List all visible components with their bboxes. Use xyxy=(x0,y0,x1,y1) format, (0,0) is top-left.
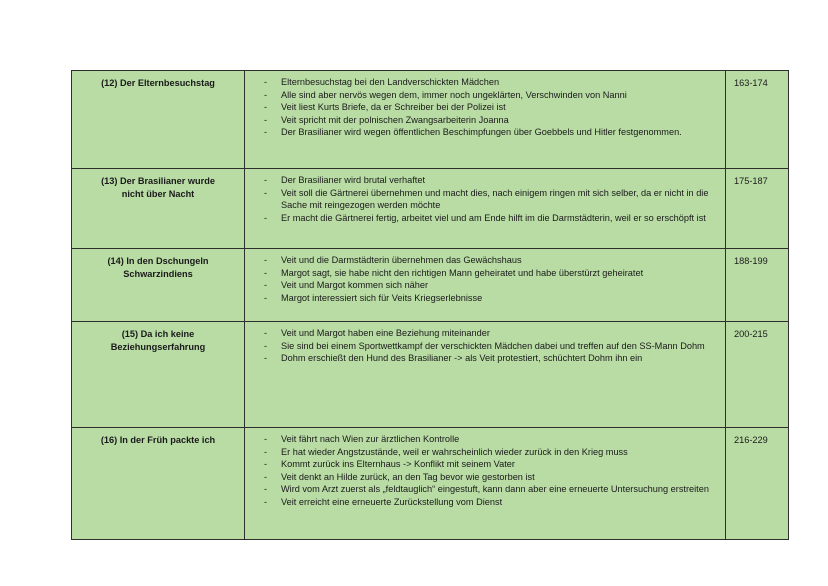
list-item-text: Veit denkt an Hilde zurück, an den Tag bevor wie gestorben ist xyxy=(281,471,535,482)
list-item-text: Veit liest Kurts Briefe, da er Schreiber bei der Polizei ist xyxy=(281,102,506,113)
list-item-text: Er macht die Gärtnerei fertig, arbeitet viel und am Ende hilft im die Darmstädterin, weil er so erschöpft ist xyxy=(281,212,706,223)
bullet-dash: - xyxy=(264,496,268,507)
list-item xyxy=(245,174,719,187)
page-range-cell xyxy=(726,249,789,322)
list-item xyxy=(245,89,719,102)
summary-list xyxy=(245,174,719,224)
chapter-title-cell xyxy=(72,71,245,169)
chapter-title-line: (15) Da ich keine xyxy=(121,329,195,339)
bullet-dash: - xyxy=(264,434,268,444)
chapter-title-cell xyxy=(72,322,245,428)
summary-list xyxy=(245,433,719,509)
bullet-dash: - xyxy=(264,471,268,482)
list-item-text: Kommt zurück ins Elternhaus -> Konflikt mit seinem Vater xyxy=(281,459,515,470)
list-item-text: Dohm erschießt den Hund des Brasilianer -> als Veit protestiert, schüchtert Dohm ihn ein xyxy=(281,353,643,364)
list-item-text: Margot interessiert sich für Veits Kriegserlebnisse xyxy=(281,292,483,303)
bullet-dash: - xyxy=(264,212,268,223)
list-item xyxy=(245,496,719,509)
chapter-summary-cell xyxy=(245,169,726,249)
summary-list xyxy=(245,76,719,139)
bullet-dash: - xyxy=(264,459,268,470)
list-item-text: Alle sind aber nervös wegen dem, immer noch ungeklärten, Verschwinden von Nanni xyxy=(281,89,627,100)
bullet-dash: - xyxy=(264,292,268,303)
page-range: 188-199 xyxy=(734,256,768,266)
page-range: 200-215 xyxy=(734,329,768,339)
list-item-text: Veit erreicht eine erneuerte Zurückstellung vom Dienst xyxy=(281,496,503,507)
bullet-dash: - xyxy=(264,328,268,338)
bullet-dash: - xyxy=(264,353,268,364)
chapter-summary-cell xyxy=(245,249,726,322)
list-item xyxy=(245,114,719,127)
list-item-text: Veit fährt nach Wien zur ärztlichen Kontrolle xyxy=(281,434,460,444)
bullet-dash: - xyxy=(264,175,268,185)
page-range: 163-174 xyxy=(734,78,768,88)
bullet-dash: - xyxy=(264,89,268,100)
list-item-text: Veit und Margot haben eine Beziehung miteinander xyxy=(281,328,490,338)
list-item xyxy=(245,187,719,212)
chapter-summary-cell xyxy=(245,71,726,169)
table-row xyxy=(72,249,789,322)
chapter-title-line: (12) Der Elternbesuchstag xyxy=(101,78,215,88)
bullet-dash: - xyxy=(264,446,268,457)
chapter-title-cell xyxy=(72,169,245,249)
page-range-cell xyxy=(726,322,789,428)
table-row xyxy=(72,322,789,428)
chapter-summary-cell xyxy=(245,322,726,428)
list-item xyxy=(245,101,719,114)
list-item xyxy=(245,212,719,225)
bullet-dash: - xyxy=(264,187,268,198)
chapter-title-line: Beziehungserfahrung xyxy=(110,341,206,352)
list-item xyxy=(245,471,719,484)
chapter-title-cell xyxy=(72,249,245,322)
page-range-cell xyxy=(726,169,789,249)
bullet-dash: - xyxy=(264,280,268,291)
bullet-dash: - xyxy=(264,340,268,351)
list-item-text: Elternbesuchstag bei den Landverschickten Mädchen xyxy=(281,77,500,87)
list-item-text: Der Brasilianer wird wegen öffentlichen Beschimpfungen über Goebbels und Hitler festgenommen. xyxy=(281,127,682,138)
list-item xyxy=(245,433,719,446)
summary-list xyxy=(245,327,719,365)
bullet-dash: - xyxy=(264,114,268,125)
table-row xyxy=(72,169,789,249)
list-item-text: Er hat wieder Angstzustände, weil er wahrscheinlich wieder zurück in den Krieg muss xyxy=(281,446,628,457)
chapter-title-line: Schwarzindiens xyxy=(123,268,193,279)
list-item xyxy=(245,279,719,292)
table-row xyxy=(72,428,789,540)
bullet-dash: - xyxy=(264,484,268,495)
bullet-dash: - xyxy=(264,255,268,265)
chapter-title-line: (14) In den Dschungeln xyxy=(107,256,209,266)
list-item xyxy=(245,446,719,459)
bullet-dash: - xyxy=(264,77,268,87)
list-item-text: Veit und die Darmstädterin übernehmen das Gewächshaus xyxy=(281,255,522,265)
list-item xyxy=(245,340,719,353)
chapter-title-line: nicht über Nacht xyxy=(121,188,195,199)
list-item-text: Veit soll die Gärtnerei übernehmen und macht dies, nach einigem ringen mit sich selber, da er nicht in die Sache mit reingezogen werden möchte xyxy=(281,187,709,211)
bullet-dash: - xyxy=(264,267,268,278)
chapter-title-line: (16) In der Früh packte ich xyxy=(100,435,216,445)
list-item xyxy=(245,352,719,365)
summary-list xyxy=(245,254,719,304)
page-range-cell xyxy=(726,428,789,540)
list-item xyxy=(245,483,719,496)
list-item-text: Der Brasilianer wird brutal verhaftet xyxy=(281,175,425,185)
chapter-summary-table xyxy=(71,70,789,540)
page-range-cell xyxy=(726,71,789,169)
list-item xyxy=(245,458,719,471)
list-item xyxy=(245,126,719,139)
list-item xyxy=(245,254,719,267)
table-row xyxy=(72,71,789,169)
page-range: 216-229 xyxy=(734,435,768,445)
list-item xyxy=(245,76,719,89)
list-item xyxy=(245,267,719,280)
list-item xyxy=(245,292,719,305)
chapter-title-cell xyxy=(72,428,245,540)
list-item-text: Margot sagt, sie habe nicht den richtigen Mann geheiratet und habe überstürzt geheiratet xyxy=(281,267,644,278)
page-range: 175-187 xyxy=(734,176,768,186)
list-item-text: Veit spricht mit der polnischen Zwangsarbeiterin Joanna xyxy=(281,114,509,125)
bullet-dash: - xyxy=(264,127,268,138)
list-item-text: Wird vom Arzt zuerst als „feldtauglich“ eingestuft, kann dann aber eine erneuerte Untersuchung erstreiten xyxy=(281,484,709,495)
bullet-dash: - xyxy=(264,102,268,113)
list-item xyxy=(245,327,719,340)
chapter-summary-cell xyxy=(245,428,726,540)
list-item-text: Sie sind bei einem Sportwettkampf der verschickten Mädchen dabei und treffen auf den SS-Mann Dohm xyxy=(281,340,705,351)
list-item-text: Veit und Margot kommen sich näher xyxy=(281,280,429,291)
chapter-title-line: (13) Der Brasilianer wurde xyxy=(101,176,215,186)
